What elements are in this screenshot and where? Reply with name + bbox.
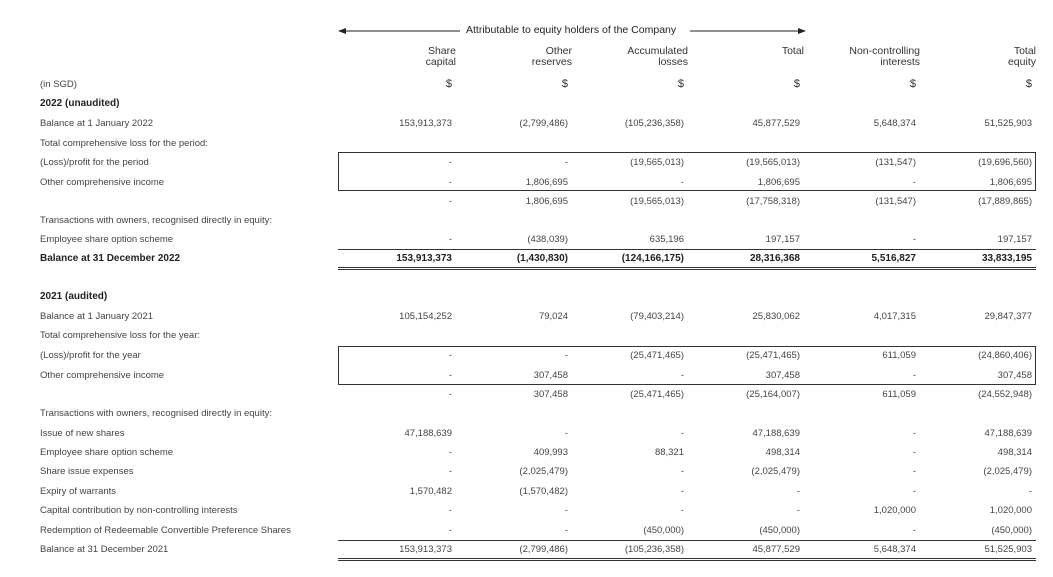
col-header-line2: equity <box>1007 56 1036 68</box>
rule-line <box>338 384 1036 385</box>
table-cell: (19,565,013) <box>630 196 684 207</box>
table-cell: - <box>448 505 452 516</box>
row-label: Balance at 31 December 2022 <box>40 253 181 264</box>
table-cell: - <box>564 350 568 361</box>
table-cell: (105,236,358) <box>624 544 684 555</box>
row-label: Total comprehensive loss for the year: <box>40 330 200 341</box>
table-cell: - <box>680 505 684 516</box>
row-label: Balance at 31 December 2021 <box>40 544 169 555</box>
col-header-line2: reserves <box>531 56 572 68</box>
table-cell: (105,236,358) <box>624 118 684 129</box>
table-cell: (17,889,865) <box>978 196 1032 207</box>
table-cell: (19,565,013) <box>746 157 800 168</box>
row-label: 2021 (audited) <box>40 291 108 302</box>
table-cell: (24,552,948) <box>978 389 1032 400</box>
table-cell: - <box>912 486 916 497</box>
table-cell: (25,471,465) <box>630 350 684 361</box>
table-cell: 47,188,639 <box>752 428 800 439</box>
currency-symbol: $ <box>793 78 800 90</box>
table-cell: 197,157 <box>765 234 800 245</box>
col-header-line2: capital <box>425 56 456 68</box>
col-header-accumulated-losses <box>627 46 688 68</box>
rule-line <box>338 560 1036 561</box>
table-cell: (450,000) <box>991 525 1032 536</box>
rule-line <box>338 249 1036 250</box>
table-cell: (25,471,465) <box>630 389 684 400</box>
table-cell: 611,059 <box>882 389 916 400</box>
col-header-non-controlling-interests <box>849 46 920 68</box>
col-header-line1: Non-controlling <box>849 45 920 57</box>
rule-line <box>1035 346 1036 384</box>
col-header-share-capital <box>426 46 456 68</box>
rule-line <box>338 558 1036 559</box>
table-cell: - <box>680 428 684 439</box>
row-label: Other comprehensive income <box>40 177 165 188</box>
currency-symbol: $ <box>1025 78 1032 90</box>
table-cell: - <box>564 505 568 516</box>
col-header-line2: interests <box>880 56 920 68</box>
currency-symbol: $ <box>909 78 916 90</box>
table-cell: - <box>912 370 916 381</box>
table-cell: (1,570,482) <box>519 486 568 497</box>
table-cell: - <box>912 447 916 458</box>
table-cell: - <box>448 370 452 381</box>
col-header-total <box>782 46 804 57</box>
table-cell: (124,166,175) <box>621 253 684 264</box>
table-cell: 1,020,000 <box>989 505 1032 516</box>
table-cell: (2,799,486) <box>519 118 568 129</box>
table-cell: - <box>796 505 800 516</box>
row-label: Employee share option scheme <box>40 447 174 458</box>
table-cell: 153,913,373 <box>399 118 452 129</box>
table-cell: - <box>680 370 684 381</box>
table-cell: 28,316,368 <box>749 253 800 264</box>
table-cell: 409,993 <box>533 447 568 458</box>
table-cell: - <box>448 196 452 207</box>
table-cell: 47,188,639 <box>984 428 1032 439</box>
col-header-line1: Accumulated <box>627 45 688 57</box>
row-label: (Loss)/profit for the period <box>40 157 149 168</box>
table-cell: 88,321 <box>654 447 684 458</box>
table-cell: 307,458 <box>765 370 800 381</box>
row-label: (Loss)/profit for the year <box>40 350 141 361</box>
table-cell: - <box>680 177 684 188</box>
table-cell: - <box>680 486 684 497</box>
table-cell: (19,565,013) <box>630 157 684 168</box>
table-cell: 33,833,195 <box>981 253 1032 264</box>
col-header-line2: Total <box>781 45 804 57</box>
table-cell: 498,314 <box>997 447 1032 458</box>
table-cell: 1,806,695 <box>757 177 800 188</box>
table-cell: 635,196 <box>649 234 684 245</box>
table-cell: 1,806,695 <box>525 196 568 207</box>
row-label: Expiry of warrants <box>40 486 117 497</box>
rule-line <box>338 346 1036 347</box>
table-cell: (24,860,406) <box>978 350 1032 361</box>
table-cell: 51,525,903 <box>984 118 1032 129</box>
table-cell: - <box>448 157 452 168</box>
row-label: Balance at 1 January 2021 <box>40 311 154 322</box>
table-cell: - <box>448 234 452 245</box>
row-label: 2022 (unaudited) <box>40 98 120 109</box>
table-cell: - <box>448 447 452 458</box>
rule-line <box>338 152 1036 153</box>
row-label: Transactions with owners, recognised directly in equity: <box>40 408 272 419</box>
table-cell: - <box>564 157 568 168</box>
unit-label: (in SGD) <box>40 79 77 90</box>
row-label: Transactions with owners, recognised directly in equity: <box>40 215 272 226</box>
table-cell: 5,516,827 <box>871 253 916 264</box>
table-cell: (25,164,007) <box>746 389 800 400</box>
rule-line <box>338 540 1036 541</box>
table-cell: (450,000) <box>643 525 684 536</box>
currency-symbol: $ <box>561 78 568 90</box>
row-label: Issue of new shares <box>40 428 125 439</box>
table-cell: - <box>912 428 916 439</box>
row-label: Employee share option scheme <box>40 234 174 245</box>
rule-line <box>338 267 1036 268</box>
rule-line <box>1035 152 1036 190</box>
table-cell: 29,847,377 <box>984 311 1032 322</box>
col-header-line1: Share <box>427 45 456 57</box>
table-cell: - <box>912 466 916 477</box>
table-cell: (438,039) <box>527 234 568 245</box>
table-cell: (450,000) <box>759 525 800 536</box>
table-cell: 1,020,000 <box>873 505 916 516</box>
table-cell: 5,648,374 <box>873 118 916 129</box>
table-cell: - <box>680 466 684 477</box>
table-cell: 51,525,903 <box>984 544 1032 555</box>
table-cell: 611,059 <box>882 350 916 361</box>
table-cell: 1,570,482 <box>409 486 452 497</box>
row-label: Other comprehensive income <box>40 370 165 381</box>
table-cell: 153,913,373 <box>399 544 452 555</box>
table-cell: (17,758,318) <box>746 196 800 207</box>
table-cell: - <box>448 466 452 477</box>
rule-line <box>338 346 339 384</box>
table-cell: (131,547) <box>875 196 916 207</box>
currency-symbol: $ <box>445 78 452 90</box>
table-cell: - <box>912 525 916 536</box>
attributable-title: Attributable to equity holders of the Company <box>466 24 677 36</box>
table-cell: 307,458 <box>533 370 568 381</box>
currency-symbol: $ <box>677 78 684 90</box>
table-cell: 197,157 <box>997 234 1032 245</box>
row-label: Share issue expenses <box>40 466 134 477</box>
table-cell: (79,403,214) <box>630 311 684 322</box>
row-label: Balance at 1 January 2022 <box>40 118 154 129</box>
col-header-line2: losses <box>658 56 688 68</box>
table-cell: (2,799,486) <box>519 544 568 555</box>
table-cell: - <box>448 350 452 361</box>
table-cell: - <box>796 486 800 497</box>
col-header-line1: Other <box>545 45 572 57</box>
table-cell: 5,648,374 <box>873 544 916 555</box>
table-cell: - <box>912 234 916 245</box>
rule-line <box>338 190 1036 191</box>
table-cell: 1,806,695 <box>989 177 1032 188</box>
table-cell: - <box>564 428 568 439</box>
col-header-line1: Total <box>1013 45 1036 57</box>
table-cell: 79,024 <box>538 311 568 322</box>
table-cell: 105,154,252 <box>399 311 452 322</box>
table-cell: 307,458 <box>997 370 1032 381</box>
table-cell: (1,430,830) <box>516 253 568 264</box>
rule-line <box>338 269 1036 270</box>
row-label: Capital contribution by non-controlling interests <box>40 505 238 516</box>
table-cell: 47,188,639 <box>404 428 452 439</box>
table-cell: - <box>912 177 916 188</box>
table-cell: - <box>448 177 452 188</box>
table-cell: 307,458 <box>533 389 568 400</box>
table-cell: 153,913,373 <box>396 253 452 264</box>
row-label: Redemption of Redeemable Convertible Preference Shares <box>40 525 291 536</box>
table-cell: (131,547) <box>875 157 916 168</box>
table-cell: 4,017,315 <box>873 311 916 322</box>
rule-line <box>338 152 339 190</box>
table-cell: - <box>1028 486 1032 497</box>
table-cell: (2,025,479) <box>519 466 568 477</box>
row-label: Total comprehensive loss for the period: <box>40 138 208 149</box>
col-header-total-equity <box>1008 46 1036 68</box>
table-cell: 45,877,529 <box>752 544 800 555</box>
table-cell: - <box>564 525 568 536</box>
table-cell: (25,471,465) <box>746 350 800 361</box>
table-cell: - <box>448 525 452 536</box>
table-cell: (2,025,479) <box>983 466 1032 477</box>
table-cell: 25,830,062 <box>752 311 800 322</box>
table-cell: (2,025,479) <box>751 466 800 477</box>
table-cell: - <box>448 389 452 400</box>
table-cell: 45,877,529 <box>752 118 800 129</box>
col-header-other-reserves <box>532 46 572 68</box>
table-cell: 1,806,695 <box>525 177 568 188</box>
table-cell: 498,314 <box>765 447 800 458</box>
table-cell: (19,696,560) <box>978 157 1032 168</box>
